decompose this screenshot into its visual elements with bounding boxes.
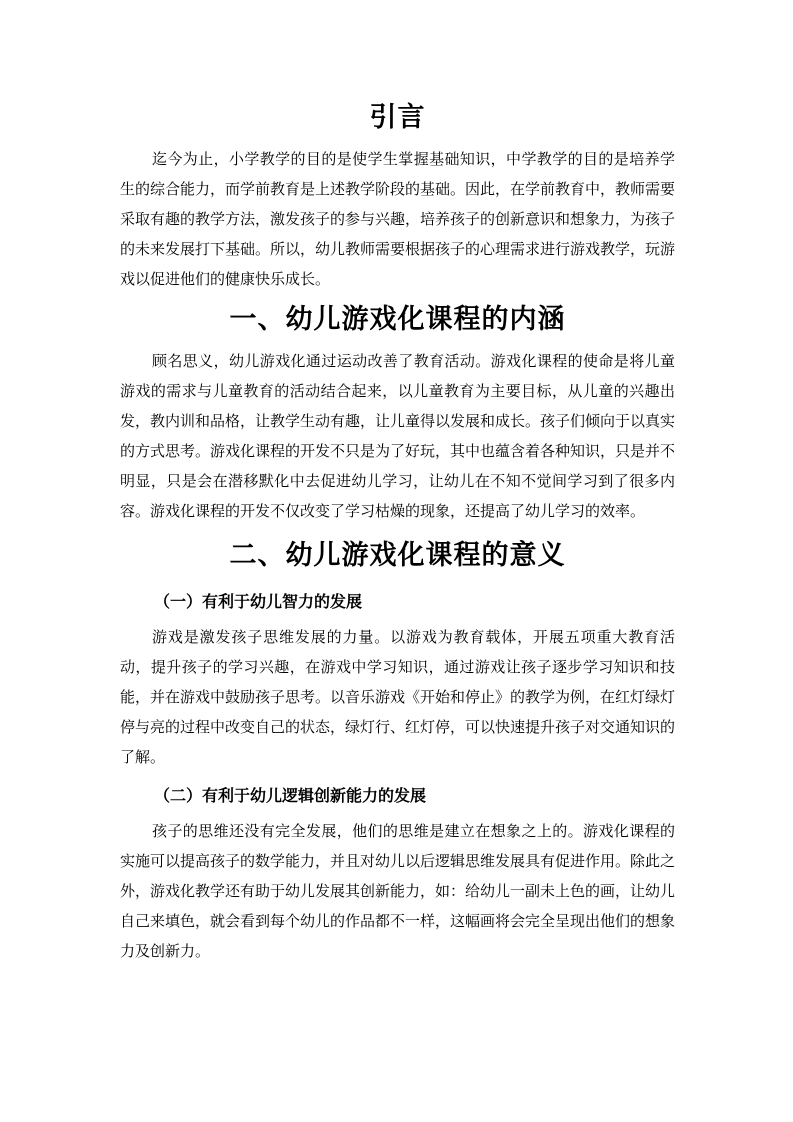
subsection-2-paragraph: 孩子的思维还没有完全发展，他们的思维是建立在想象之上的。游戏化课程的实施可以提高孩子的数学能力，并且对幼儿以后逻辑思维发展具有促进作用。除此之外，游戏化教学还有助于幼儿发展其创新能力，如：给幼儿一副未上色的画，让幼儿自己来填色，就会看到每个幼儿的作品都不一样，这幅画将会完全呈现出他们的想象力及创新力。: [120, 822, 676, 960]
subsection-1-paragraph: 游戏是激发孩子思维发展的力量。以游戏为教育载体，开展五项重大教育活动，提升孩子的学习兴趣，在游戏中学习知识，通过游戏让孩子逐步学习知识和技能，并在游戏中鼓励孩子思考。以音乐游戏《开始和停止》的教学为例，在红灯绿灯停与亮的过程中改变自己的状态，绿灯行、红灯停，可以快速提升孩子对交通知识的了解。: [120, 628, 676, 766]
document-body: [120, 92, 675, 966]
intro-paragraph: 迄今为止，小学教学的目的是使学生掌握基础知识，中学教学的目的是培养学生的综合能力，而学前教育是上述教学阶段的基础。因此，在学前教育中，教师需要采取有趣的教学方法，激发孩子的参与兴趣，培养孩子的创新意识和想象力，为孩子的未来发展打下基础。所以，幼儿教师需要根据孩子的心理需求进行游戏教学，玩游戏以促进他们的健康快乐成长。: [120, 150, 676, 288]
section-2-heading: 二、幼儿游戏化课程的意义: [229, 540, 566, 571]
section-1-heading: 一、幼儿游戏化课程的内涵: [229, 304, 566, 335]
section-1-paragraph: 顾名思义，幼儿游戏化通过运动改善了教育活动。游戏化课程的使命是将儿童游戏的需求与儿童教育的活动结合起来，以儿童教育为主要目标，从儿童的兴趣出发，教内训和品格，让教学生动有趣，让儿童得以发展和成长。孩子们倾向于以真实的方式思考。游戏化课程的开发不只是为了好玩，其中也蕴含着各种知识，只是并不明显，只是会在潜移默化中去促进幼儿学习，让幼儿在不知不觉间学习到了很多内容。游戏化课程的开发不仅改变了学习枯燥的现象，还提高了幼儿学习的效率。: [120, 352, 676, 520]
subsection-1-heading: （一）有利于幼儿智力的发展: [154, 592, 363, 611]
subsection-2-heading: （二）有利于幼儿逻辑创新能力的发展: [154, 786, 427, 805]
intro-heading: 引言: [369, 102, 426, 133]
